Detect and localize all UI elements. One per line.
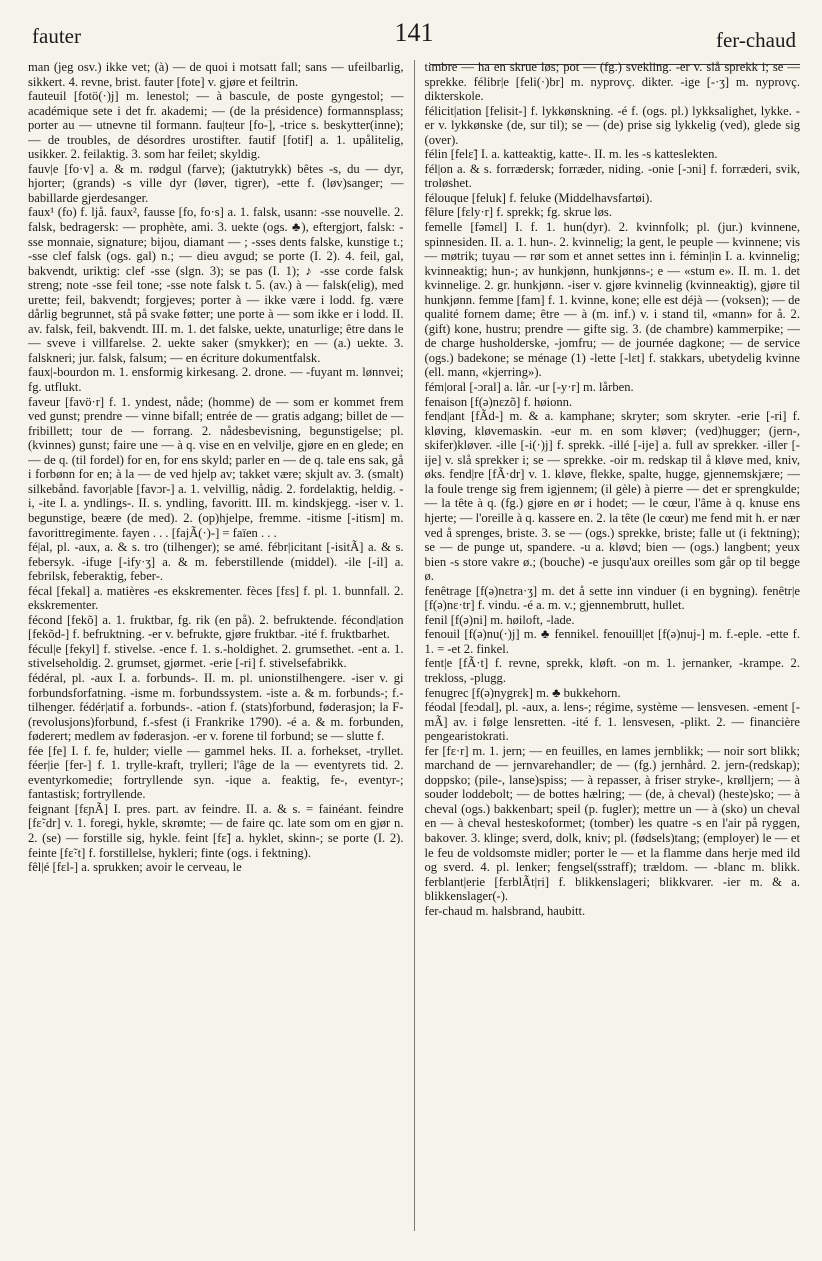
dictionary-entry: fent|e [fÃ·t] f. revne, sprekk, kløft. -on m. 1. jernanker, -krampe. 2. trekloss, -plugg. [424,656,800,685]
page-header [28,18,800,54]
dictionary-entry: fenouil [f(ə)nu(·)j] m. ♣ fennikel. fenouill|et [f(ə)nuj-] m. f.-eple. -ette f. 1. = -et 2. finkel. [424,627,800,656]
dictionary-entry: fauteuil [fotö(·)j] m. lenestol; — à bascule, de poste gyngestol; — académique sete i det fr. akademi; — (de la présidence) formannsplass; porter au — utnevne til formann. fau|teur [fo-], -trice s. beskytter(inne); — de troubles, de désordres urostifter. fautif [fotif] a. 1. upålitelig, usikker. 2. feilaktig. 3. som har feilet; skyldig. [28,89,404,162]
dictionary-entry: fend|ant [fÃd-] m. & a. kamphane; skryter; som skryter. -erie [-ri] f. kløving, kløvemaskin. -eur m. en som kløver; (ved)hugger; (jern-, skifer)kløver. -ille [-i(·)j] f. sprekk. -illé [-ije] a. full av sprekker. -iller [-ije] v. slå sprekker i; se — sprekke. -oir m. redskap til å kløve med, kniv, øks. fend|re [fÃ·dr] v. 1. kløve, flekke, spalte, hugge, gjennemskjære; — la foule trenge sig frem igjennem; (il gèle) à pierre — det er sprengkulde; — la tête à q. (fg.) gjøre en ør i hodet; — le cœur, l'âme à q. knuse ens hjerte; — l'oreille à q. kassere en. 2. la tête (le cœur) me fend mit h. er nær ved å sprenges, briste. 3. se — (ogs.) sprekke, briste; falle ut (i fektning); se — de punge ut, spandere. -u a. kløvd; bien — (ogs.) langbent; yeux bien -s store vakre ø.; (bouche) -e jusqu'aux oreilles som går op til begge ø. [424,409,800,584]
page-number: 141 [394,18,434,47]
dictionary-entry: fécond [fekõ] a. 1. fruktbar, fg. rik (en på). 2. befruktende. fécond|ation [fekõd-] f. befruktning. -er v. befrukte, gjøre fruktbar. -ité f. fruktbarhet. [28,612,404,642]
left-column [28,60,414,1231]
dictionary-entry: fé|al, pl. -aux, a. & s. tro (tilhenger); se amé. fébr|icitant [-isitÃ] a. & s. febersyk. -ifuge [-ify·ʒ] a. & m. feberstillende (middel). -ile [-il] a. febrilsk, feberaktig, feber-. [28,540,404,584]
dictionary-entry: félouque [feluk] f. feluke (Middelhavsfartøi). [424,190,653,205]
dictionary-entry: fécal [fekal] a. matières -es ekskrementer. fèces [fɛs] f. pl. 1. bunnfall. 2. ekskrementer. [28,583,404,613]
dictionary-entry: faveur [favö·r] f. 1. yndest, nåde; (homme) de — som er kommet frem ved gunst; prendre — vinne bifall; entrée de — gratis adgang; billet de — fribillett; tour de — forrang. 2. nådesbevisning, begunstigelse; pl. (kvinnes) gunst; faire une — à q. vise en en velvilje, gjøre en en glede; en — de q. (til fordel) for en, for ens skyld; parler en — de q. tale ens sak, gå i forbønn for en; à la — de ved hjelp av; takket være; skjult av. 3. (smalt) silkebånd. favor|able [favɔr-] a. 1. velvillig, nådig. 2. fordelaktig, heldig. -i, -ite I. a. yndlings-. II. s. yndling, favoritt. III. m. kindskjegg. -iser v. 1. begunstige, beære (de med). 2. (op)hjelpe, fremme. -itisme [-itism] m. favorittregimente. fayen . . . [fajÃ(·)-] = faïen . . . [28,394,404,540]
dictionary-entry: féodal [feɔdal], pl. -aux, a. lens-; régime, système — lensvesen. -ement [-mÃ] av. i følge lensretten. -ité f. 1. lensvesen, -plikt. 2. — financière pengearistokrati. [424,700,800,744]
dictionary-entry: fécul|e [fekyl] f. stivelse. -ence f. 1. s.-holdighet. 2. grumsethet. -ent a. 1. stivelseholdig. 2. grumset, gjørmet. -erie [-ri] f. stivelsefabrikk. [28,641,404,671]
dictionary-entry: fer [fɛ·r] m. 1. jern; — en feuilles, en lames jernblikk; — noir sort blikk; marchand de — jernvarehandler; de — (fg.) jernhård. 2. jern-(redskap); doppsko; (pile-, lanse)spiss; — à repasser, à friser stryke-, krølljern; — à souder loddebolt; — de bottes hælring; — (de, à cheval) (heste)sko; — à cheval (ogs.) bakkenbart; speil (p. fugler); mettre un — à (sko) un cheval en — à cheval hesteskoformet; (tomber) les quatre -s en l'air på ryggen, bakover. 3. klinge; sverd, dolk, kniv; pl. (fødsels)tang; (employer) le — et le feu de voldsomste midler; porter le — et la flamme dans herje med ild og sverd. 4. pl. lenker; fengsel(sstraff); trældom. — -blanc m. blikk. ferblant|erie [fɛrblÃt|ri] f. blikkenslageri; blikkvarer. -ier m. & a. blikkenslager(-). [424,743,800,904]
dictionary-entry: fédéral, pl. -aux I. a. forbunds-. II. m. pl. unionstilhengere. -iser v. gi forbundsforfatning. -isme m. forbundssystem. -iste a. & m. forbunds-; f.-tilhenger. fédér|atif a. forbunds-. -ation f. (stats)forbund, føderasjon; la F- (revolusjons)forbund, f.-sfest (i Frankrike 1790). -é a. & m. forbunden, føderert; medlem av føderasjon. -er v. forene til forbund; se — slutte f. [28,670,404,744]
dictionary-entry: fêlure [fɛly·r] f. sprekk; fg. skrue løs. [424,205,612,220]
dictionary-entry: faux¹ (fo) f. ljå. faux², fausse [fo, fo·s] a. 1. falsk, usann: -sse nouvelle. 2. falsk, bedragersk: — prophète, ami. 3. uekte (ogs. ♣), eftergjort, falsk: -sse monnaie, signature; bijou, diamant — ; -sses dents falske, kunstige t.; -sse clef falsk (ogs. gal) n.; — dieu avgud; se porte (I. 2). 4. feil, gal, bakvendt, uriktig: clef -sse (slgn. 3); se pas (I. 1); ♪ -sse corde falsk streng; note -sse feil tone; -sse note falsk t. 5. (av.) à — falsk(elig), med urette; feil, bakvendt; forgjeves; porter à — ikke være i lodd. fg. være dårlig begrunnet, stå på svake føtter; une porte à — som ikke er i lodd. II. av. falsk, feil, bakvendt. III. m. 1. det falske, uekte, unaturlige; être dans le — sveve i villfarelse. 2. uekte saker (smykker); en — (a.) uekte. 3. falskneri; jur. falsk, falsum; — en écriture dokumentfalsk. [28,205,404,365]
dictionary-entry: fenêtrage [f(ə)nɛtra·ʒ] m. det å sette inn vinduer (i en bygning). fenêtr|e [f(ə)nɛ·tr] f. vindu. -é a. m. v.; gjennembrutt, hullet. [424,583,800,613]
dictionary-entry: félin [felɛ̃] I. a. katteaktig, katte-. II. m. les -s katteslekten. [424,147,718,162]
dictionary-entry: fêl|é [fɛl-] a. sprukken; avoir le cerveau, le [28,860,242,875]
dictionary-entry: fer-chaud m. halsbrand, haubitt. [424,903,586,918]
right-column [414,60,801,1231]
dictionary-entry: faux|-bourdon m. 1. ensformig kirkesang. 2. drone. — -fuyant m. lønnvei; fg. utflukt. [28,365,404,395]
dictionary-entry: feignant [fɛɲÃ] I. pres. part. av feindre. II. a. & s. = fainéant. feindre [fɛ̃·dr] v. 1. foregi, hykle, skrømte; — de faire qc. late som om en gjør n. 2. (se) — forstille sig, hykle. feint [fɛ̃] a. hyklet, skinn-; se porte (I. 2). feinte [fɛ̃·t] f. forstillelse, hykleri; finte (ogs. i fektning). [28,801,404,860]
dictionary-entry: félicit|ation [felisit-] f. lykkønskning. -é f. (ogs. pl.) lykksalighet, lykke. -er v. lykkønske (de, sur til); se — (de) prise sig lykkelig (ved), glede sig (over). [424,103,800,147]
dictionary-entry: femelle [fəmɛl] I. f. 1. hun(dyr). 2. kvinnfolk; pl. (jur.) kvinnene, spinnesiden. II. a. 1. hun-. 2. kvinnelig; la gent, le peuple — kvinnene; vis — møtrik; tuyau — rør som et annet settes inn i. fémin|in I. a. kvinnelig; kvinneaktig; hun-; av hunkjønn, hunkjønns-; e — «stum e». II. m. 1. det kvinnelige. 2. gr. hunkjønn. -iser v. gjøre kvinnelig (kvinneaktig), gjøre til hunkjønn. femme [fam] f. 1. kvinne, kone; elle est déjà — (voksen); — de qualité fornem dame; être — à (m. inf.) v. i stand til, «mann» for å. 2. (gift) kone, hustru; prendre — gifte sig. 3. (de chambre) kammerpike; — de charge husholderske, -jomfru; — de journée dagkone; — de service (ogs.) badekone; se ménage (1) -lette [-lɛt] f. stakkars, ubetydelig kvinne (ell. mann, «kjerring»). [424,220,800,380]
dictionary-entry: fée [fe] I. f. fe, hulder; vielle — gammel heks. II. a. forhekset, -tryllet. féer|ie [fer-] f. 1. trylle-kraft, trylleri; l'âge de la — eventyrets tid. 2. eventyrkomedie; fortryllende syn. -ique a. feaktig, fe-, eventyr-; fantastisk; fortryllende. [28,743,404,802]
right-running-headword: fer-chaud [715,28,796,52]
dictionary-entry: timbre — ha en skrue løs; pot — (fg.) svekling. -er v. slå sprekk i; se — sprekke. félibr|e [feli(·)br] m. nyprovç. dikter. -ige [-·ʒ] m. nyprovç. dikterskole. [424,60,800,104]
dictionary-entry: fenaison [f(ə)nɛzõ] f. høionn. [424,394,573,409]
dictionary-entry: fauv|e [fo·v] a. & m. rødgul (farve); (jaktutrykk) bêtes -s, du — dyr, hjorter; (grands) -s ville dyr (løver, tigrer), -ette f. (løv)sanger; — babillarde gjerdesanger. [28,161,404,205]
dictionary-entry: fenugrec [f(ə)nygrɛk] m. ♣ bukkehorn. [424,685,621,700]
dictionary-entry: man (jeg osv.) ikke vet; (à) — de quoi i motsatt fall; sans — ufeilbarlig, sikkert. 4. revne, brist. fauter [fote] v. gjøre et feiltrin. [28,60,404,89]
dictionary-entry: fém|oral [-ɔral] a. lår. -ur [-y·r] m. lårben. [424,380,634,395]
left-running-headword: fauter [32,24,81,48]
dictionary-entry: fél|on a. & s. forrædersk; forræder, niding. -onie [-ɔni] f. forræderi, svik, troløshet. [424,161,800,191]
entry-columns [28,60,800,1231]
dictionary-entry: fenil [f(ə)ni] m. høiloft, -lade. [424,612,575,627]
